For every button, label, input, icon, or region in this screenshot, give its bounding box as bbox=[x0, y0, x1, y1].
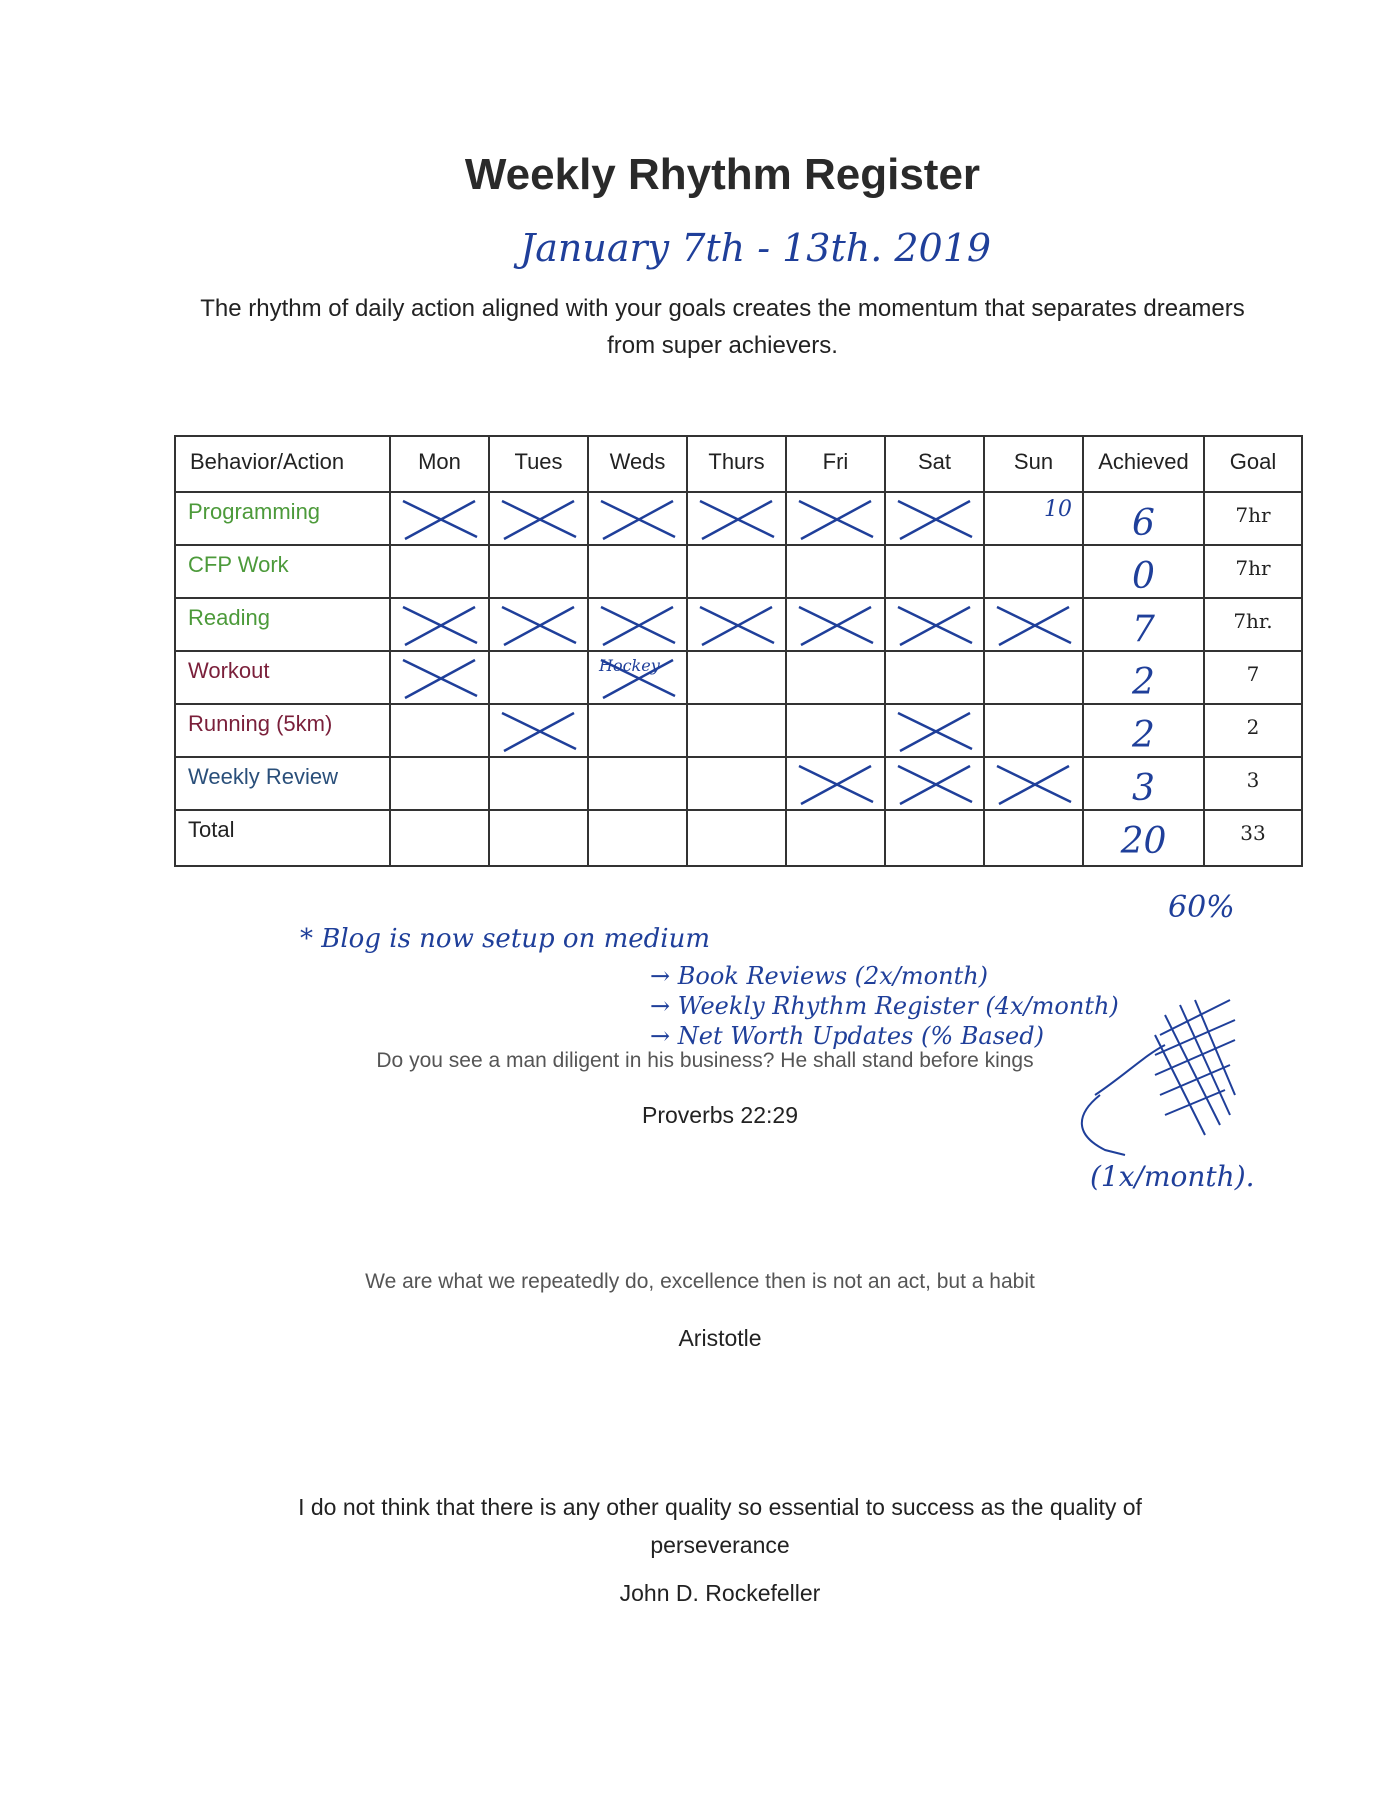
cell-tues bbox=[489, 757, 588, 810]
achieved-cell bbox=[1083, 492, 1204, 545]
check-x-mark bbox=[892, 497, 978, 541]
col-sat: Sat bbox=[885, 436, 984, 492]
cell-sat bbox=[885, 492, 984, 545]
cell-thurs bbox=[687, 757, 786, 810]
cell-sat bbox=[885, 810, 984, 866]
row-label: Reading bbox=[175, 598, 390, 651]
achieved-value: 7 bbox=[1132, 609, 1155, 650]
goal-value: 7hr. bbox=[1204, 598, 1302, 651]
cell-weds bbox=[588, 545, 687, 598]
cell-tues bbox=[489, 704, 588, 757]
col-tues: Tues bbox=[489, 436, 588, 492]
col-goal: Goal bbox=[1204, 436, 1302, 492]
quote-author: Aristotle bbox=[678, 1325, 762, 1351]
col-mon: Mon bbox=[390, 436, 489, 492]
check-x-mark bbox=[595, 497, 681, 541]
cell-weds bbox=[588, 704, 687, 757]
cell-sun bbox=[984, 545, 1083, 598]
col-thurs: Thurs bbox=[687, 436, 786, 492]
cell-mon bbox=[390, 810, 489, 866]
check-x-mark bbox=[397, 656, 483, 700]
cell-thurs bbox=[687, 810, 786, 866]
table-row bbox=[175, 757, 1302, 810]
percent-achieved: 60% bbox=[1168, 890, 1235, 925]
cell-sat bbox=[885, 545, 984, 598]
check-x-mark bbox=[793, 762, 879, 806]
col-achieved: Achieved bbox=[1083, 436, 1204, 492]
achieved-value: 2 bbox=[1132, 662, 1155, 703]
cell-fri bbox=[786, 704, 885, 757]
check-x-mark bbox=[694, 497, 780, 541]
check-x-mark bbox=[496, 603, 582, 647]
cell-thurs bbox=[687, 651, 786, 704]
check-x-mark bbox=[397, 603, 483, 647]
achieved-value: 6 bbox=[1132, 503, 1155, 544]
cell-mon bbox=[390, 492, 489, 545]
achieved-cell bbox=[1083, 598, 1204, 651]
blog-note: * Blog is now setup on medium bbox=[300, 924, 710, 954]
row-label: CFP Work bbox=[175, 545, 390, 598]
cell-sun bbox=[984, 810, 1083, 866]
table-row bbox=[175, 651, 1302, 704]
row-label: Workout bbox=[175, 651, 390, 704]
achieved-cell bbox=[1083, 704, 1204, 757]
cell-mon bbox=[390, 651, 489, 704]
cell-mon bbox=[390, 757, 489, 810]
cell-sun bbox=[984, 598, 1083, 651]
note-item: → Net Worth Updates (% Based) bbox=[650, 1022, 1044, 1050]
cell-fri bbox=[786, 651, 885, 704]
monthly-note: (1x/month). bbox=[1090, 1160, 1255, 1193]
cell-fri bbox=[786, 492, 885, 545]
cell-fri bbox=[786, 598, 885, 651]
achieved-value: 0 bbox=[1132, 556, 1155, 597]
quote-text: Do you see a man diligent in his business? He shall stand before kings bbox=[376, 1049, 1034, 1072]
cell-weds bbox=[588, 757, 687, 810]
table-row bbox=[175, 492, 1302, 545]
cell-sun bbox=[984, 651, 1083, 704]
cell-tues bbox=[489, 651, 588, 704]
cell-sat bbox=[885, 598, 984, 651]
achieved-cell bbox=[1083, 651, 1204, 704]
page-title: Weekly Rhythm Register bbox=[464, 150, 981, 199]
quote-text: We are what we repeatedly do, excellence then is not an act, but a habit bbox=[365, 1270, 1035, 1293]
cell-fri bbox=[786, 545, 885, 598]
col-weds: Weds bbox=[588, 436, 687, 492]
achieved-cell bbox=[1083, 810, 1204, 866]
cell-mon bbox=[390, 704, 489, 757]
check-x-mark bbox=[694, 603, 780, 647]
col-fri: Fri bbox=[786, 436, 885, 492]
check-x-mark bbox=[991, 603, 1077, 647]
achieved-value: 20 bbox=[1120, 821, 1167, 862]
cell-thurs bbox=[687, 545, 786, 598]
row-label: Running (5km) bbox=[175, 704, 390, 757]
table-row bbox=[175, 545, 1302, 598]
check-x-mark bbox=[496, 709, 582, 753]
row-label: Total bbox=[175, 810, 390, 866]
row-label: Weekly Review bbox=[175, 757, 390, 810]
cell-weds bbox=[588, 651, 687, 704]
header-row bbox=[175, 436, 1302, 492]
note-item: → Weekly Rhythm Register (4x/month) bbox=[650, 992, 1119, 1020]
note-item: → Book Reviews (2x/month) bbox=[650, 962, 989, 990]
cell-sun bbox=[984, 757, 1083, 810]
cell-fri bbox=[786, 810, 885, 866]
cell-sun bbox=[984, 492, 1083, 545]
table-row bbox=[175, 704, 1302, 757]
cell-weds bbox=[588, 492, 687, 545]
goal-value: 33 bbox=[1204, 810, 1302, 866]
sun-note: 10 bbox=[1044, 497, 1072, 522]
check-x-mark bbox=[892, 603, 978, 647]
cell-thurs bbox=[687, 598, 786, 651]
goal-value: 7hr bbox=[1204, 545, 1302, 598]
cell-tues bbox=[489, 810, 588, 866]
wed-note: Hockey bbox=[599, 656, 660, 675]
cell-weds bbox=[588, 810, 687, 866]
cell-sat bbox=[885, 651, 984, 704]
cell-weds bbox=[588, 598, 687, 651]
check-x-mark bbox=[793, 497, 879, 541]
cell-mon bbox=[390, 545, 489, 598]
goal-value: 7hr bbox=[1204, 492, 1302, 545]
check-x-mark bbox=[397, 497, 483, 541]
check-x-mark bbox=[892, 762, 978, 806]
achieved-cell bbox=[1083, 757, 1204, 810]
rhythm-table bbox=[174, 435, 1303, 867]
col-sun: Sun bbox=[984, 436, 1083, 492]
table-row bbox=[175, 598, 1302, 651]
check-x-mark bbox=[496, 497, 582, 541]
col-behavior: Behavior/Action bbox=[175, 436, 390, 492]
table-row bbox=[175, 810, 1302, 866]
cell-sat bbox=[885, 757, 984, 810]
cell-fri bbox=[786, 757, 885, 810]
cell-sat bbox=[885, 704, 984, 757]
quote-text: I do not think that there is any other quality so essential to success as the quality of perseverance bbox=[298, 1494, 1142, 1558]
check-x-mark bbox=[892, 709, 978, 753]
achieved-cell bbox=[1083, 545, 1204, 598]
date-range: January 7th - 13th. 2019 bbox=[520, 226, 992, 270]
cell-mon bbox=[390, 598, 489, 651]
check-x-mark bbox=[595, 603, 681, 647]
goal-value: 7 bbox=[1204, 651, 1302, 704]
cell-thurs bbox=[687, 704, 786, 757]
goal-value: 3 bbox=[1204, 757, 1302, 810]
goal-value: 2 bbox=[1204, 704, 1302, 757]
row-label: Programming bbox=[175, 492, 390, 545]
check-x-mark bbox=[793, 603, 879, 647]
quote-author: John D. Rockefeller bbox=[619, 1580, 821, 1606]
achieved-value: 3 bbox=[1132, 768, 1155, 809]
cell-sun bbox=[984, 704, 1083, 757]
quote-author: Proverbs 22:29 bbox=[642, 1102, 798, 1128]
cell-tues bbox=[489, 598, 588, 651]
cell-tues bbox=[489, 545, 588, 598]
check-x-mark bbox=[991, 762, 1077, 806]
achieved-value: 2 bbox=[1132, 715, 1155, 756]
intro-text: The rhythm of daily action aligned with your goals creates the momentum that separates dreamers from super achievers. bbox=[200, 295, 1245, 359]
cell-thurs bbox=[687, 492, 786, 545]
cell-tues bbox=[489, 492, 588, 545]
